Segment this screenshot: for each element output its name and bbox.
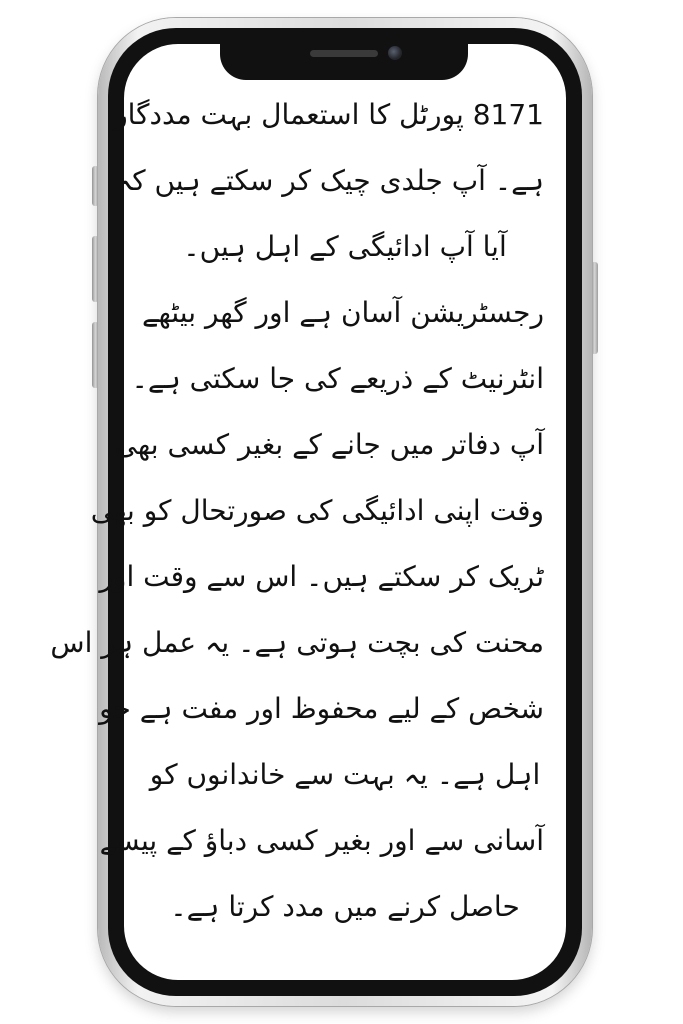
paragraph-line: حاصل کرنے میں مدد کرتا ہے۔ (170, 890, 520, 923)
paragraph-line: رجسٹریشن آسان ہے اور گھر بیٹھے (142, 296, 544, 329)
phone-notch (220, 40, 468, 80)
paragraph-line: ٹریک کر سکتے ہیں۔ اس سے وقت اور (99, 560, 544, 593)
paragraph-line: انٹرنیٹ کے ذریعے کی جا سکتی ہے۔ (131, 362, 544, 395)
power-button (591, 262, 598, 354)
paragraph-line: آسانی سے اور بغیر کسی دباؤ کے پیسے (99, 824, 544, 857)
paragraph-line: اہل ہے۔ یہ بہت سے خاندانوں کو (149, 758, 541, 791)
paragraph-line: 8171 پورٹل کا استعمال بہت مددگار (114, 98, 544, 131)
paragraph-line: آیا آپ ادائیگی کے اہل ہیں۔ (183, 230, 507, 263)
urdu-paragraph (50, 82, 544, 952)
front-camera-icon (388, 46, 402, 60)
paragraph-line: ہے۔ آپ جلدی چیک کر سکتے ہیں کہ (115, 164, 544, 197)
paragraph-line: وقت اپنی ادائیگی کی صورتحال کو بھی (90, 494, 544, 527)
speaker-grille (310, 50, 378, 57)
paragraph-line: محنت کی بچت ہوتی ہے۔ یہ عمل ہر اس (50, 626, 544, 659)
paragraph-line: آپ دفاتر میں جانے کے بغیر کسی بھی (114, 428, 544, 461)
paragraph-line: شخص کے لیے محفوظ اور مفت ہے جو (99, 692, 544, 725)
